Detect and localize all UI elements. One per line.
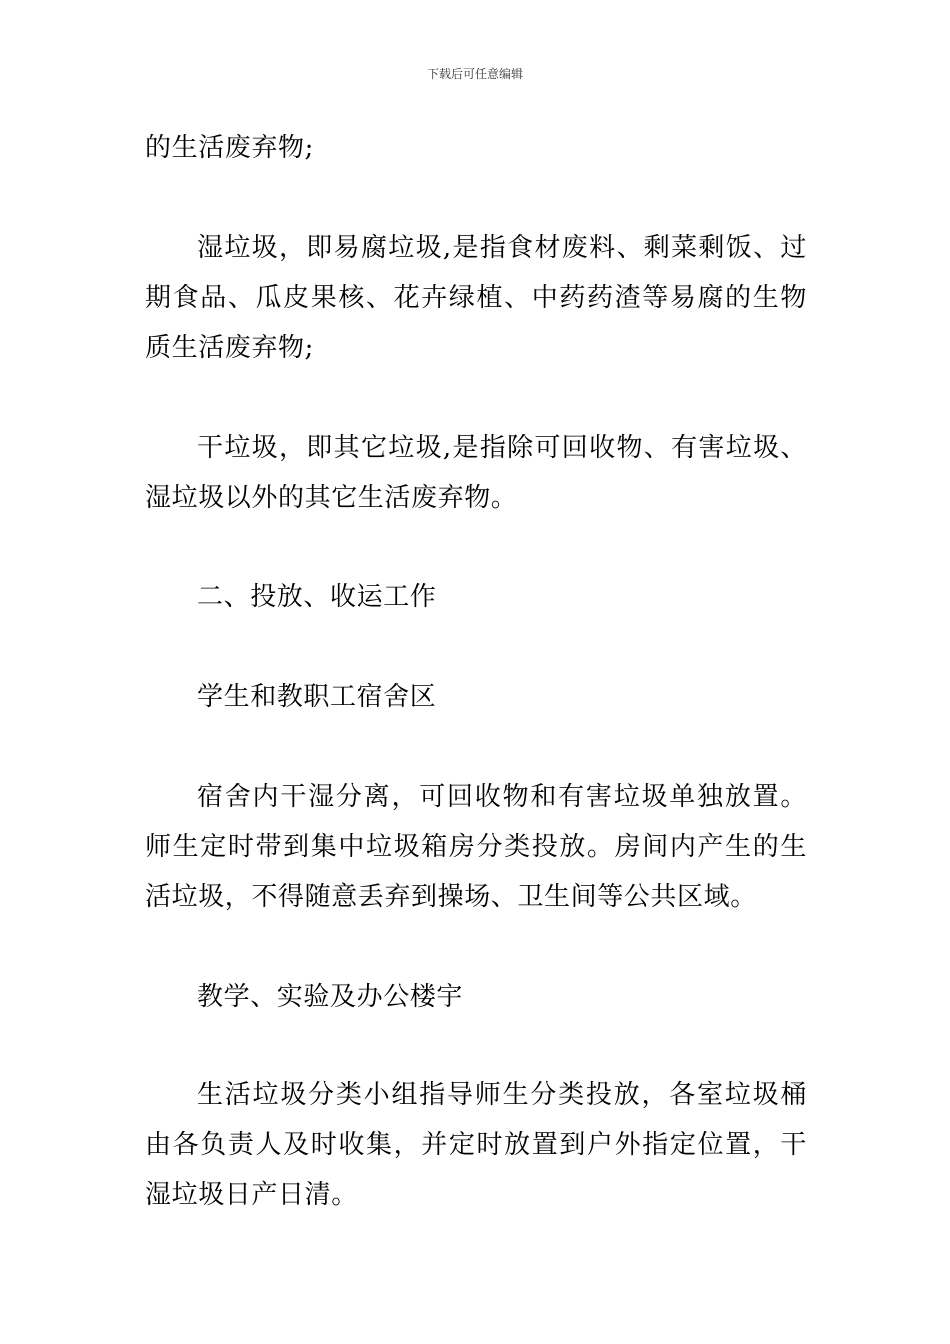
paragraph-dry-waste: 干垃圾，即其它垃圾,是指除可回收物、有害垃圾、湿垃圾以外的其它生活废弃物。 (145, 433, 807, 513)
subheading-dormitory: 学生和教职工宿舍区 (197, 682, 437, 712)
paragraph-wet-waste: 湿垃圾，即易腐垃圾,是指食材废料、剩菜剩饭、过期食品、瓜皮果核、花卉绿植、中药药渣等易腐的生物质生活废弃物; (145, 233, 807, 363)
page-header: 下载后可任意编辑 (426, 67, 523, 81)
paragraph-continuation: 的生活废弃物; (145, 133, 314, 163)
paragraph-dormitory: 宿舍内干湿分离，可回收物和有害垃圾单独放置。师生定时带到集中垃圾箱房分类投放。房间内产生的生活垃圾，不得随意丢弃到操场、卫生间等公共区域。 (145, 782, 807, 912)
section-heading-collection: 二、投放、收运工作 (197, 582, 437, 612)
subheading-teaching-buildings: 教学、实验及办公楼宇 (197, 982, 464, 1012)
paragraph-teaching-buildings: 生活垃圾分类小组指导师生分类投放，各室垃圾桶由各负责人及时收集，并定时放置到户外指定位置，干湿垃圾日产日清。 (145, 1080, 807, 1210)
